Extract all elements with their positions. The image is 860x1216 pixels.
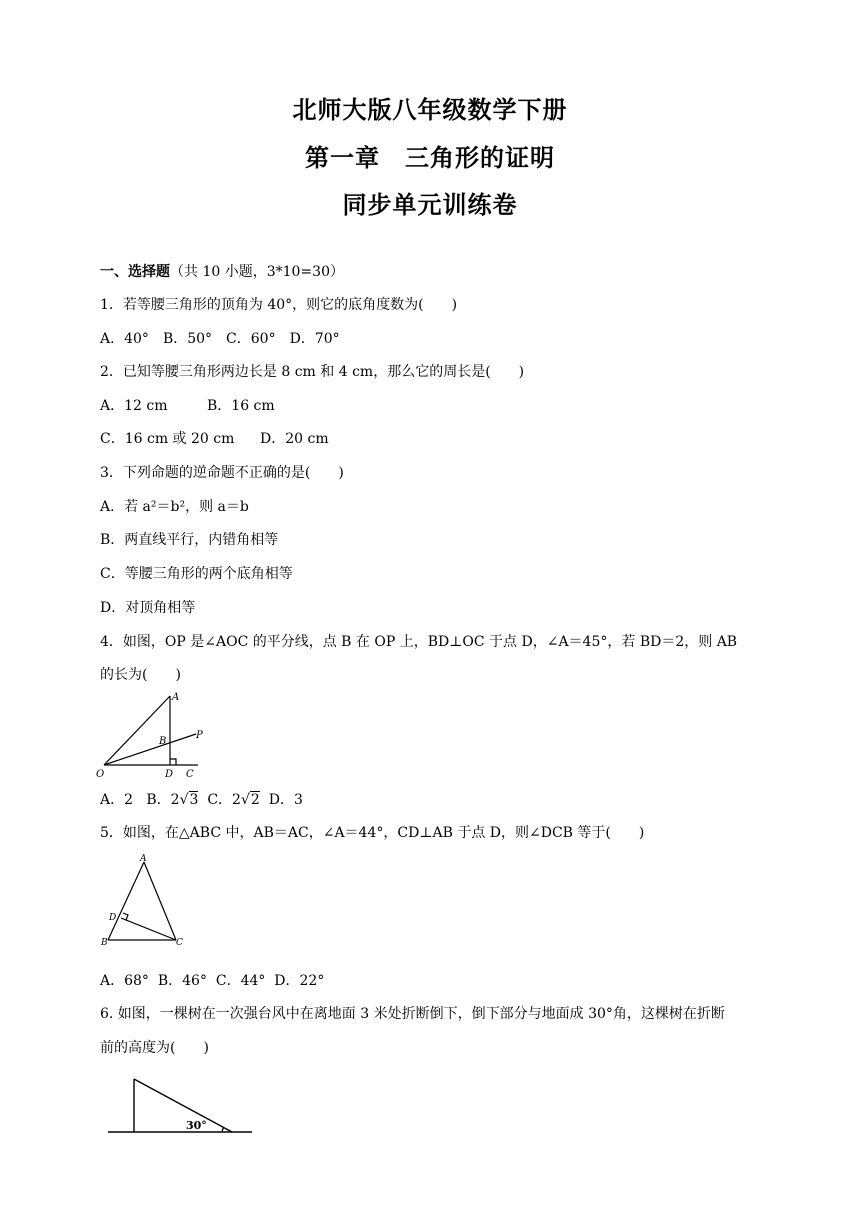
- question-4-options: [100, 789, 303, 809]
- q2-option-c: C．16 cm 或 20 cm: [100, 431, 235, 447]
- q4-option-a: A．2: [100, 792, 134, 808]
- q4-label-c: C: [186, 769, 194, 780]
- q5-label-b: B: [101, 938, 108, 948]
- q2-option-a: A．12 cm: [100, 398, 168, 414]
- q4-label-a: A: [172, 692, 180, 703]
- question-1-options: [100, 328, 340, 348]
- q1-option-b: B．50°: [162, 331, 213, 347]
- question-2-stem: 2．已知等腰三角形两边长是 8 cm 和 4 cm，那么它的周长是( ): [100, 364, 525, 380]
- q4-option-d: D．3: [268, 792, 303, 808]
- question-2-options-row2: [100, 428, 329, 448]
- q3-option-a: A．若 a²＝b²，则 a＝b: [100, 499, 249, 515]
- q5-segment-ab: [108, 862, 144, 940]
- q4-label-b: B: [159, 736, 167, 747]
- q5-option-a: A．68°: [100, 973, 149, 989]
- q5-option-d: D．22°: [274, 973, 325, 989]
- q2-option-b: B．16 cm: [207, 398, 275, 414]
- q4-label-p: P: [196, 730, 203, 741]
- question-5-stem: 5．如图，在△ABC 中，AB＝AC，∠A＝44°，CD⊥AB 于点 D，则∠DCB 等于( ): [100, 825, 645, 841]
- q3-option-d: D．对顶角相等: [100, 600, 196, 616]
- q2-option-d: D．20 cm: [260, 431, 329, 447]
- q5-label-d: D: [109, 913, 117, 923]
- q1-option-d: D．70°: [289, 331, 340, 347]
- q5-segment-ac: [144, 862, 176, 940]
- q5-option-b: B．46°: [157, 973, 207, 989]
- question-6-stem-line1: 6. 如图，一棵树在一次强台风中在离地面 3 米处折断倒下，倒下部分与地面成 30°角，这棵树在折断: [100, 1006, 725, 1022]
- q4-option-c: C．2√2: [207, 792, 260, 808]
- q4-label-d: D: [165, 769, 174, 780]
- q5-label-c: C: [176, 938, 183, 948]
- question-4-stem-line2: 的长为( ): [100, 667, 181, 683]
- section-header: [100, 261, 344, 281]
- question-6-stem-line2: 前的高度为( ): [100, 1040, 209, 1056]
- question-6-figure: [106, 1072, 256, 1138]
- q6-fallen-part: [134, 1079, 232, 1132]
- chapter-title: 第一章 三角形的证明: [305, 144, 555, 172]
- question-4-stem-line1: 4．如图，OP 是∠AOC 的平分线，点 B 在 OP 上，BD⊥OC 于点 D，∠A＝45°，若 BD＝2，则 AB: [100, 634, 738, 650]
- q5-label-a: A: [140, 854, 147, 864]
- question-5-figure: [98, 852, 190, 952]
- q4-option-b: B．2√3: [146, 792, 199, 808]
- question-1-stem: 1．若等腰三角形的顶角为 40°，则它的底角度数为( ): [100, 297, 458, 313]
- question-2-options-row1: [100, 395, 275, 415]
- worksheet-title: 同步单元训练卷: [342, 191, 518, 219]
- q3-option-c: C．等腰三角形的两个底角相等: [100, 566, 293, 582]
- section-note: （共 10 小题，3*10=30）: [170, 264, 344, 280]
- q5-option-c: C．44°: [215, 973, 266, 989]
- q4-label-o: O: [96, 769, 105, 780]
- q6-angle-arc: [222, 1127, 224, 1132]
- question-4-figure: [94, 688, 214, 780]
- q6-angle-label: 30°: [186, 1119, 207, 1132]
- q3-option-b: B．两直线平行，内错角相等: [100, 532, 279, 548]
- q1-option-a: A．40°: [100, 331, 149, 347]
- q1-option-c: C．60°: [226, 331, 276, 347]
- question-3-stem: 3．下列命题的逆命题不正确的是( ): [100, 465, 344, 481]
- doc-title: 北师大版八年级数学下册: [292, 96, 568, 124]
- q4-right-angle-mark: [170, 759, 176, 765]
- question-5-options: [100, 970, 324, 990]
- q4-segment-op: [104, 734, 196, 765]
- q4-segment-oa: [104, 696, 170, 765]
- section-label: 一、选择题: [100, 264, 170, 280]
